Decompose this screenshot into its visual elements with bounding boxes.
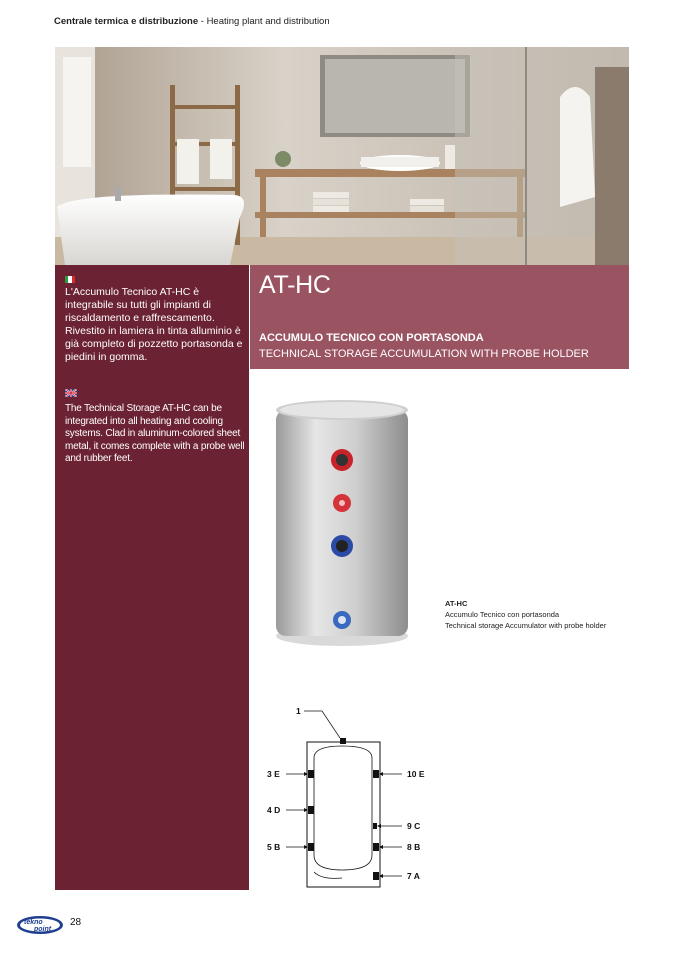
bathroom-photo (55, 47, 629, 265)
product-title: AT-HC (259, 271, 331, 299)
caption-english: Technical storage Accumulator with probe holder (445, 621, 607, 630)
product-subtitle-english: TECHNICAL STORAGE ACCUMULATION WITH PROBE HOLDER (259, 348, 589, 360)
logo-text-1: tekno (24, 919, 43, 926)
description-italian: L'Accumulo Tecnico AT-HC è integrabile su tutti gli impianti di riscaldamento e raffrescamento. Rivestito in lamiera in tinta alluminio è già completo di pozzetto portasonda e piedini in gomma. (65, 286, 243, 363)
diagram-label-right-4: 7 A (407, 871, 420, 881)
product-caption (445, 598, 606, 631)
connection-diagram (262, 700, 442, 895)
header-section-en: - Heating plant and distribution (198, 16, 330, 27)
caption-code: AT-HC (445, 599, 468, 608)
teknopoint-logo (16, 914, 68, 936)
uk-flag-icon (65, 389, 77, 397)
diagram-label-right-3: 8 B (407, 842, 421, 852)
diagram-label-right-2: 9 C (407, 821, 421, 831)
storage-tank-image (270, 398, 415, 648)
product-subtitle-italian: ACCUMULO TECNICO CON PORTASONDA (259, 332, 484, 344)
diagram-label-top: 1 (296, 706, 301, 716)
description-english: The Technical Storage AT-HC can be integrated into all heating and cooling systems. Clad in aluminum-colored sheet metal, it comes complete with a probe well and rubber feet. (65, 403, 245, 464)
diagram-label-right-1: 10 E (407, 769, 425, 779)
caption-italian: Accumulo Tecnico con portasonda (445, 610, 560, 619)
page-number: 28 (70, 917, 82, 928)
logo-text-2: point (34, 926, 52, 933)
diagram-label-left-1: 3 E (267, 769, 280, 779)
diagram-label-left-3: 5 B (267, 842, 281, 852)
italian-flag-icon (65, 276, 75, 283)
page-header (54, 16, 330, 27)
diagram-label-left-2: 4 D (267, 805, 281, 815)
header-section-it: Centrale termica e distribuzione (54, 16, 199, 27)
